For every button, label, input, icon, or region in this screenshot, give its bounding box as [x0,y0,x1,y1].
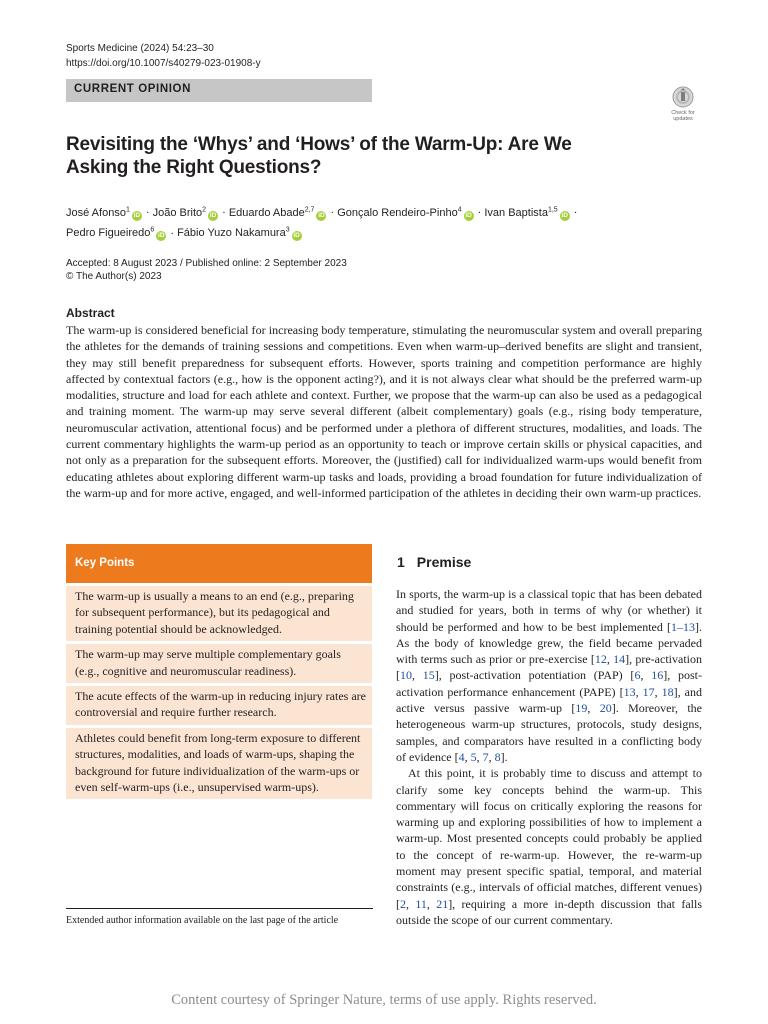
author[interactable] [177,227,303,239]
article-type-label: CURRENT OPINION [74,83,191,95]
doi-link[interactable]: https://doi.org/10.1007/s40279-023-01908-y [66,58,261,69]
reference-link[interactable]: 14 [613,652,626,667]
reference-link[interactable]: 21 [436,896,449,911]
reference-link[interactable]: 8 [494,749,501,764]
author-name: Gonçalo Rendeiro-Pinho [337,206,458,219]
reference-link[interactable]: 18 [661,684,674,699]
abstract-text: The warm-up is considered beneficial for increasing body temperature, stimulating the neuromuscular system and overall preparing the athletes for the demands of training sessions and competitions. Even when warm-up–derived benefits are slight and transient, they may still benefit preparedness for subsequent efforts. However, sports training and competition performance are highly affected by contextual factors (e.g., how is the opponent acting?), and it is not always clear what should be the preferred warm-up modalities, structure and load for each athlete and context. Further, we propose that the warm-up can also be used as a pedagogical and training moment. The warm-up may serve several different (albeit complementary) goals (e.g., rising body temperature, neuromuscular activation, attentional focus) and be performed under a plethora of different structures, modalities, and loads. The current commentary highlights the warm-up period as an opportunity to teach or improve certain skills or physical capacities, and not only as a preparation for the subsequent efforts. Moreover, the (justified) call for individualized warm-ups would benefit from educating athletes about exploring different warm-up tasks and loads, providing a broad foundation for future individualization of the warm-up and for more active, engaged, and well-informed participation of the athletes in deciding their own warm-up practices. [66,323,702,500]
orcid-icon[interactable]: iD [293,232,300,240]
footnote-rule [66,908,373,909]
orcid-icon[interactable]: iD [158,232,165,240]
reference-link[interactable]: 13 [623,684,636,699]
reference-link[interactable]: 17 [642,684,655,699]
section-number: 1 [397,554,405,570]
reference-link[interactable]: 7 [482,749,489,764]
reference-link[interactable]: 11 [415,896,427,911]
key-points-heading: Key Points [66,544,372,583]
article-title: Revisiting the ‘Whys’ and ‘Hows’ of the Warm-Up: Are We Asking the Right Questions? [66,134,572,178]
key-point-item: The warm-up may serve multiple complementary goals (e.g., cognitive and neuromuscular readiness). [66,644,372,683]
author-name: José Afonso [66,206,126,219]
reference-link[interactable]: 12 [594,652,607,667]
author[interactable] [153,207,219,219]
author-info-footnote: Extended author information available on the last page of the article [66,915,339,926]
journal-header [66,41,261,71]
reference-link[interactable]: 16 [651,668,664,683]
key-points-box [66,544,372,799]
affiliation-number: 2 [202,206,207,213]
journal-citation: Sports Medicine (2024) 54:23–30 [66,43,214,54]
affiliation-number: 3 [285,226,290,234]
abstract-heading: Abstract [66,306,115,320]
courtesy-notice: Content courtesy of Springer Nature, terms of use apply. Rights reserved. [171,992,597,1008]
author[interactable] [484,207,570,219]
reference-link[interactable]: 2 [400,896,406,911]
reference-link[interactable]: 20 [599,701,612,716]
orcid-icon[interactable]: iD [318,211,325,219]
body-column [396,586,702,928]
author[interactable] [337,207,474,219]
author-name: Pedro Figueiredo [66,227,151,240]
author-list: José Afonso$^1$iD · João Brito$^2$iD · Eduardo Abade$^{2,7}$iD · Gonçalo Rendeiro-Pinho$^4$iD · Ivan Baptista$^{1,5}$iD · Pedro Figueiredo$^6$iD · Fábio Yuzo Nakamura$^3$iD [66,206,578,240]
reference-link[interactable]: 5 [470,749,477,764]
reference-link[interactable]: 15 [422,668,435,683]
orcid-icon[interactable]: iD [133,211,141,219]
body-paragraph: In sports, the warm-up is a classical topic that has been debated and studied for years, both in terms of why (or whether) it should be performed and how to be best implemented [1–13]. As the body of knowledge grew, the field became pervaded with terms such as prior or pre-exercise [12, 14], pre-activation [10, 15], post-activation potentiation (PAP) [6, 16], post-activation performance enhancement (PAPE) [13, 17, 18], and active versus passive warm-up [19, 20]. Moreover, the heterogeneous warm-up structures, protocols, study designs, samples, and comparators have resulted in a conflicting body of evidence [4, 5, 7, 8]. [396,587,702,764]
reference-link[interactable]: 10 [400,668,412,683]
author-name: João Brito [152,206,203,219]
accepted-published-dates: Accepted: 8 August 2023 / Published online: 2 September 2023 [66,258,347,269]
author-name: Eduardo Abade [228,206,305,219]
orcid-icon[interactable]: iD [465,211,472,219]
reference-link[interactable]: 6 [634,668,641,683]
crossmark-text-2: updates [673,116,693,122]
body-paragraph: At this point, it is probably time to discuss and attempt to clarify some key concepts behind the warm-up. This commentary will focus on critically exploring the reasons for warming up and exploring possibilities of how to implement a warm-up. Most presented concepts could probably be applied to the concept of re-warm-up. However, the re-warm-up moment may present specific spatial, temporal, and material constraints (e.g., intervals of official matches, different venues) [2, 11, 21], requiring a more in-depth discussion that falls outside the scope of our current commentary. [396,766,702,927]
author-name: Ivan Baptista [484,206,548,219]
author-name: Fábio Yuzo Nakamura [177,227,286,240]
section-title: Premise [416,554,472,570]
affiliation-number: 2,7 [304,206,315,213]
orcid-icon[interactable]: iD [209,211,217,219]
affiliation-number: 1,5 [547,206,558,213]
crossmark-text-1: Check for [671,110,695,116]
affiliation-number: 6 [150,226,155,234]
author[interactable] [229,207,328,219]
key-point-item: Athletes could benefit from long-term exposure to different structures, modalities, and loads of warm-ups, shaping the background for future individualization of the warm-ups or even self-warm-ups (i.e., unsupervised warm-ups). [66,728,372,800]
article-type-banner [66,79,372,102]
key-point-item: The acute effects of the warm-up in reducing injury rates are controversial and require further research. [66,686,372,725]
affiliation-number: 4 [457,206,462,213]
copyright-line: © The Author(s) 2023 [66,271,162,282]
reference-link[interactable]: 4 [458,749,465,764]
reference-link[interactable]: 1–13 [671,619,695,634]
article-dates [66,257,347,283]
orcid-icon[interactable]: iD [561,211,568,219]
key-points-list [66,586,372,799]
affiliation-number: 1 [125,206,130,213]
author[interactable] [66,227,167,239]
author[interactable] [66,207,143,219]
key-point-item: The warm-up is usually a means to an end (e.g., preparing for subsequent performance), but its pedagogical and training potential should be acknowledged. [66,586,372,641]
section-heading [397,554,471,570]
reference-link[interactable]: 19 [575,701,588,716]
check-for-updates-badge[interactable] [664,84,702,124]
